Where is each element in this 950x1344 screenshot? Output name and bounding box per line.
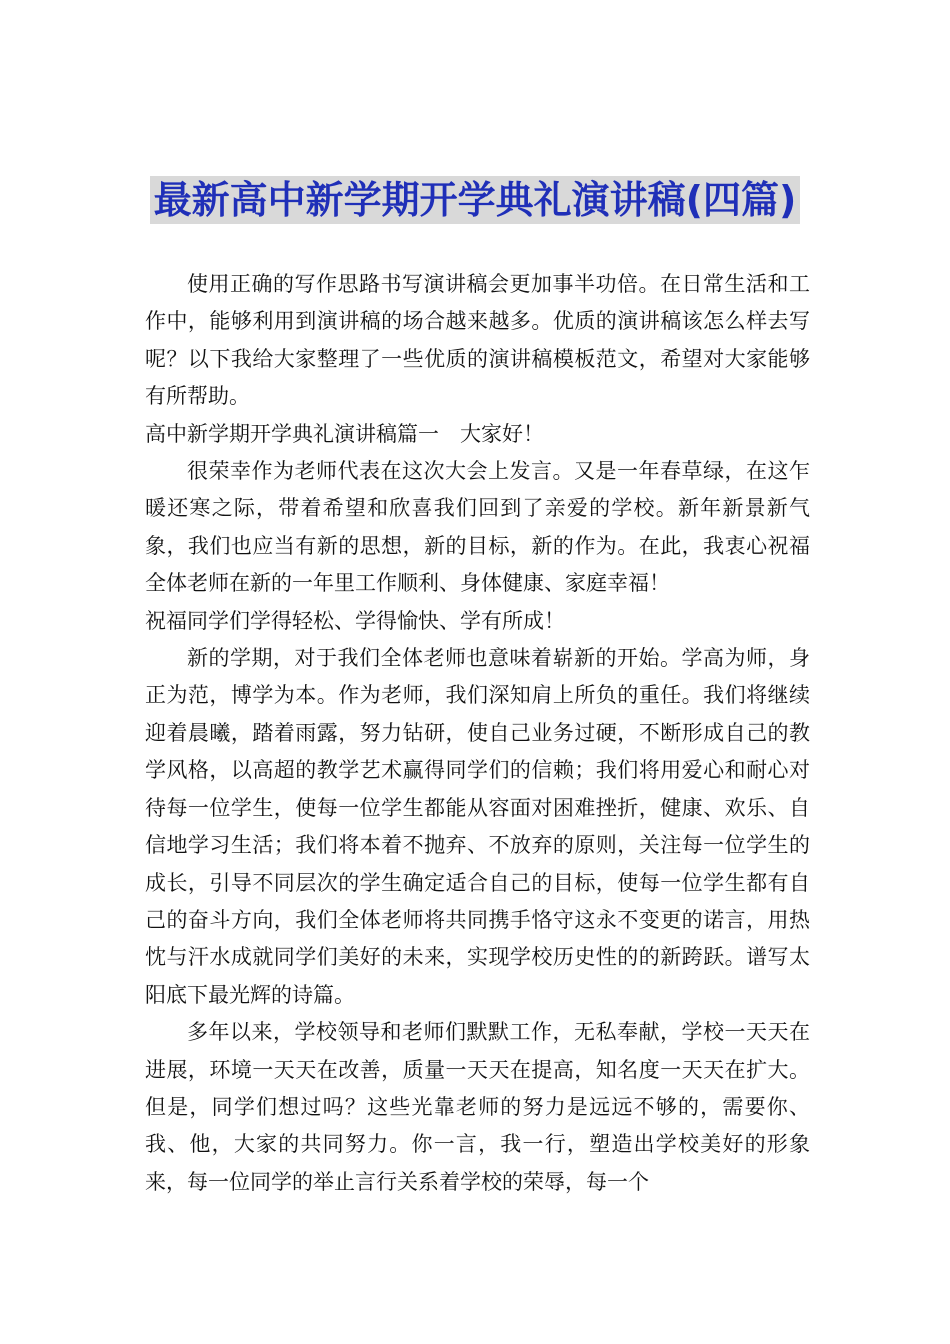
paragraph-years: 多年以来，学校领导和老师们默默工作，无私奉献，学校一天天在进展，环境一天天在改善，质量一天天在提高，知名度一天天在扩大。但是，同学们想过吗？这些光靠老师的努力是远远不够的，需要你、我、他，大家的共同努力。你一言，我一行，塑造出学校美好的形象来，每一位同学的举止言行关系着学校的荣辱，每一个 xyxy=(145,1020,810,1194)
document-body xyxy=(145,266,810,1201)
paragraph-heading-greeting: 高中新学期开学典礼演讲稿篇一 大家好！ xyxy=(145,421,544,446)
paragraph-blessing: 祝福同学们学得轻松、学得愉快、学有所成！ xyxy=(145,608,565,633)
title-container xyxy=(0,176,950,224)
paragraph-new-semester: 新的学期，对于我们全体老师也意味着崭新的开始。学高为师，身正为范，博学为本。作为老师，我们深知肩上所负的重任。我们将继续迎着晨曦，踏着雨露，努力钻研，使自己业务过硬，不断形成自己的教学风格，以高超的教学艺术赢得同学们的信赖；我们将用爱心和耐心对待每一位学生，使每一位学生都能从容面对困难挫折，健康、欢乐、自信地学习生活；我们将本着不抛弃、不放弃的原则，关注每一位学生的成长，引导不同层次的学生确定适合自己的目标，使每一位学生都有自己的奋斗方向，我们全体老师将共同携手恪守这永不变更的诺言，用热忱与汗水成就同学们美好的未来，实现学校历史性的的新跨跃。谱写太阳底下最光辉的诗篇。 xyxy=(145,646,810,1007)
document-title: 最新高中新学期开学典礼演讲稿(四篇) xyxy=(150,176,801,224)
paragraph-honor: 很荣幸作为老师代表在这次大会上发言。又是一年春草绿，在这乍暖还寒之际，带着希望和欣喜我们回到了亲爱的学校。新年新景新气象，我们也应当有新的思想，新的目标，新的作为。在此，我衷心祝福全体老师在新的一年里工作顺利、身体健康、家庭幸福！ xyxy=(145,459,810,596)
paragraph-intro: 使用正确的写作思路书写演讲稿会更加事半功倍。在日常生活和工作中，能够利用到演讲稿的场合越来越多。优质的演讲稿该怎么样去写呢？以下我给大家整理了一些优质的演讲稿模板范文，希望对大家能够有所帮助。 xyxy=(145,272,810,409)
